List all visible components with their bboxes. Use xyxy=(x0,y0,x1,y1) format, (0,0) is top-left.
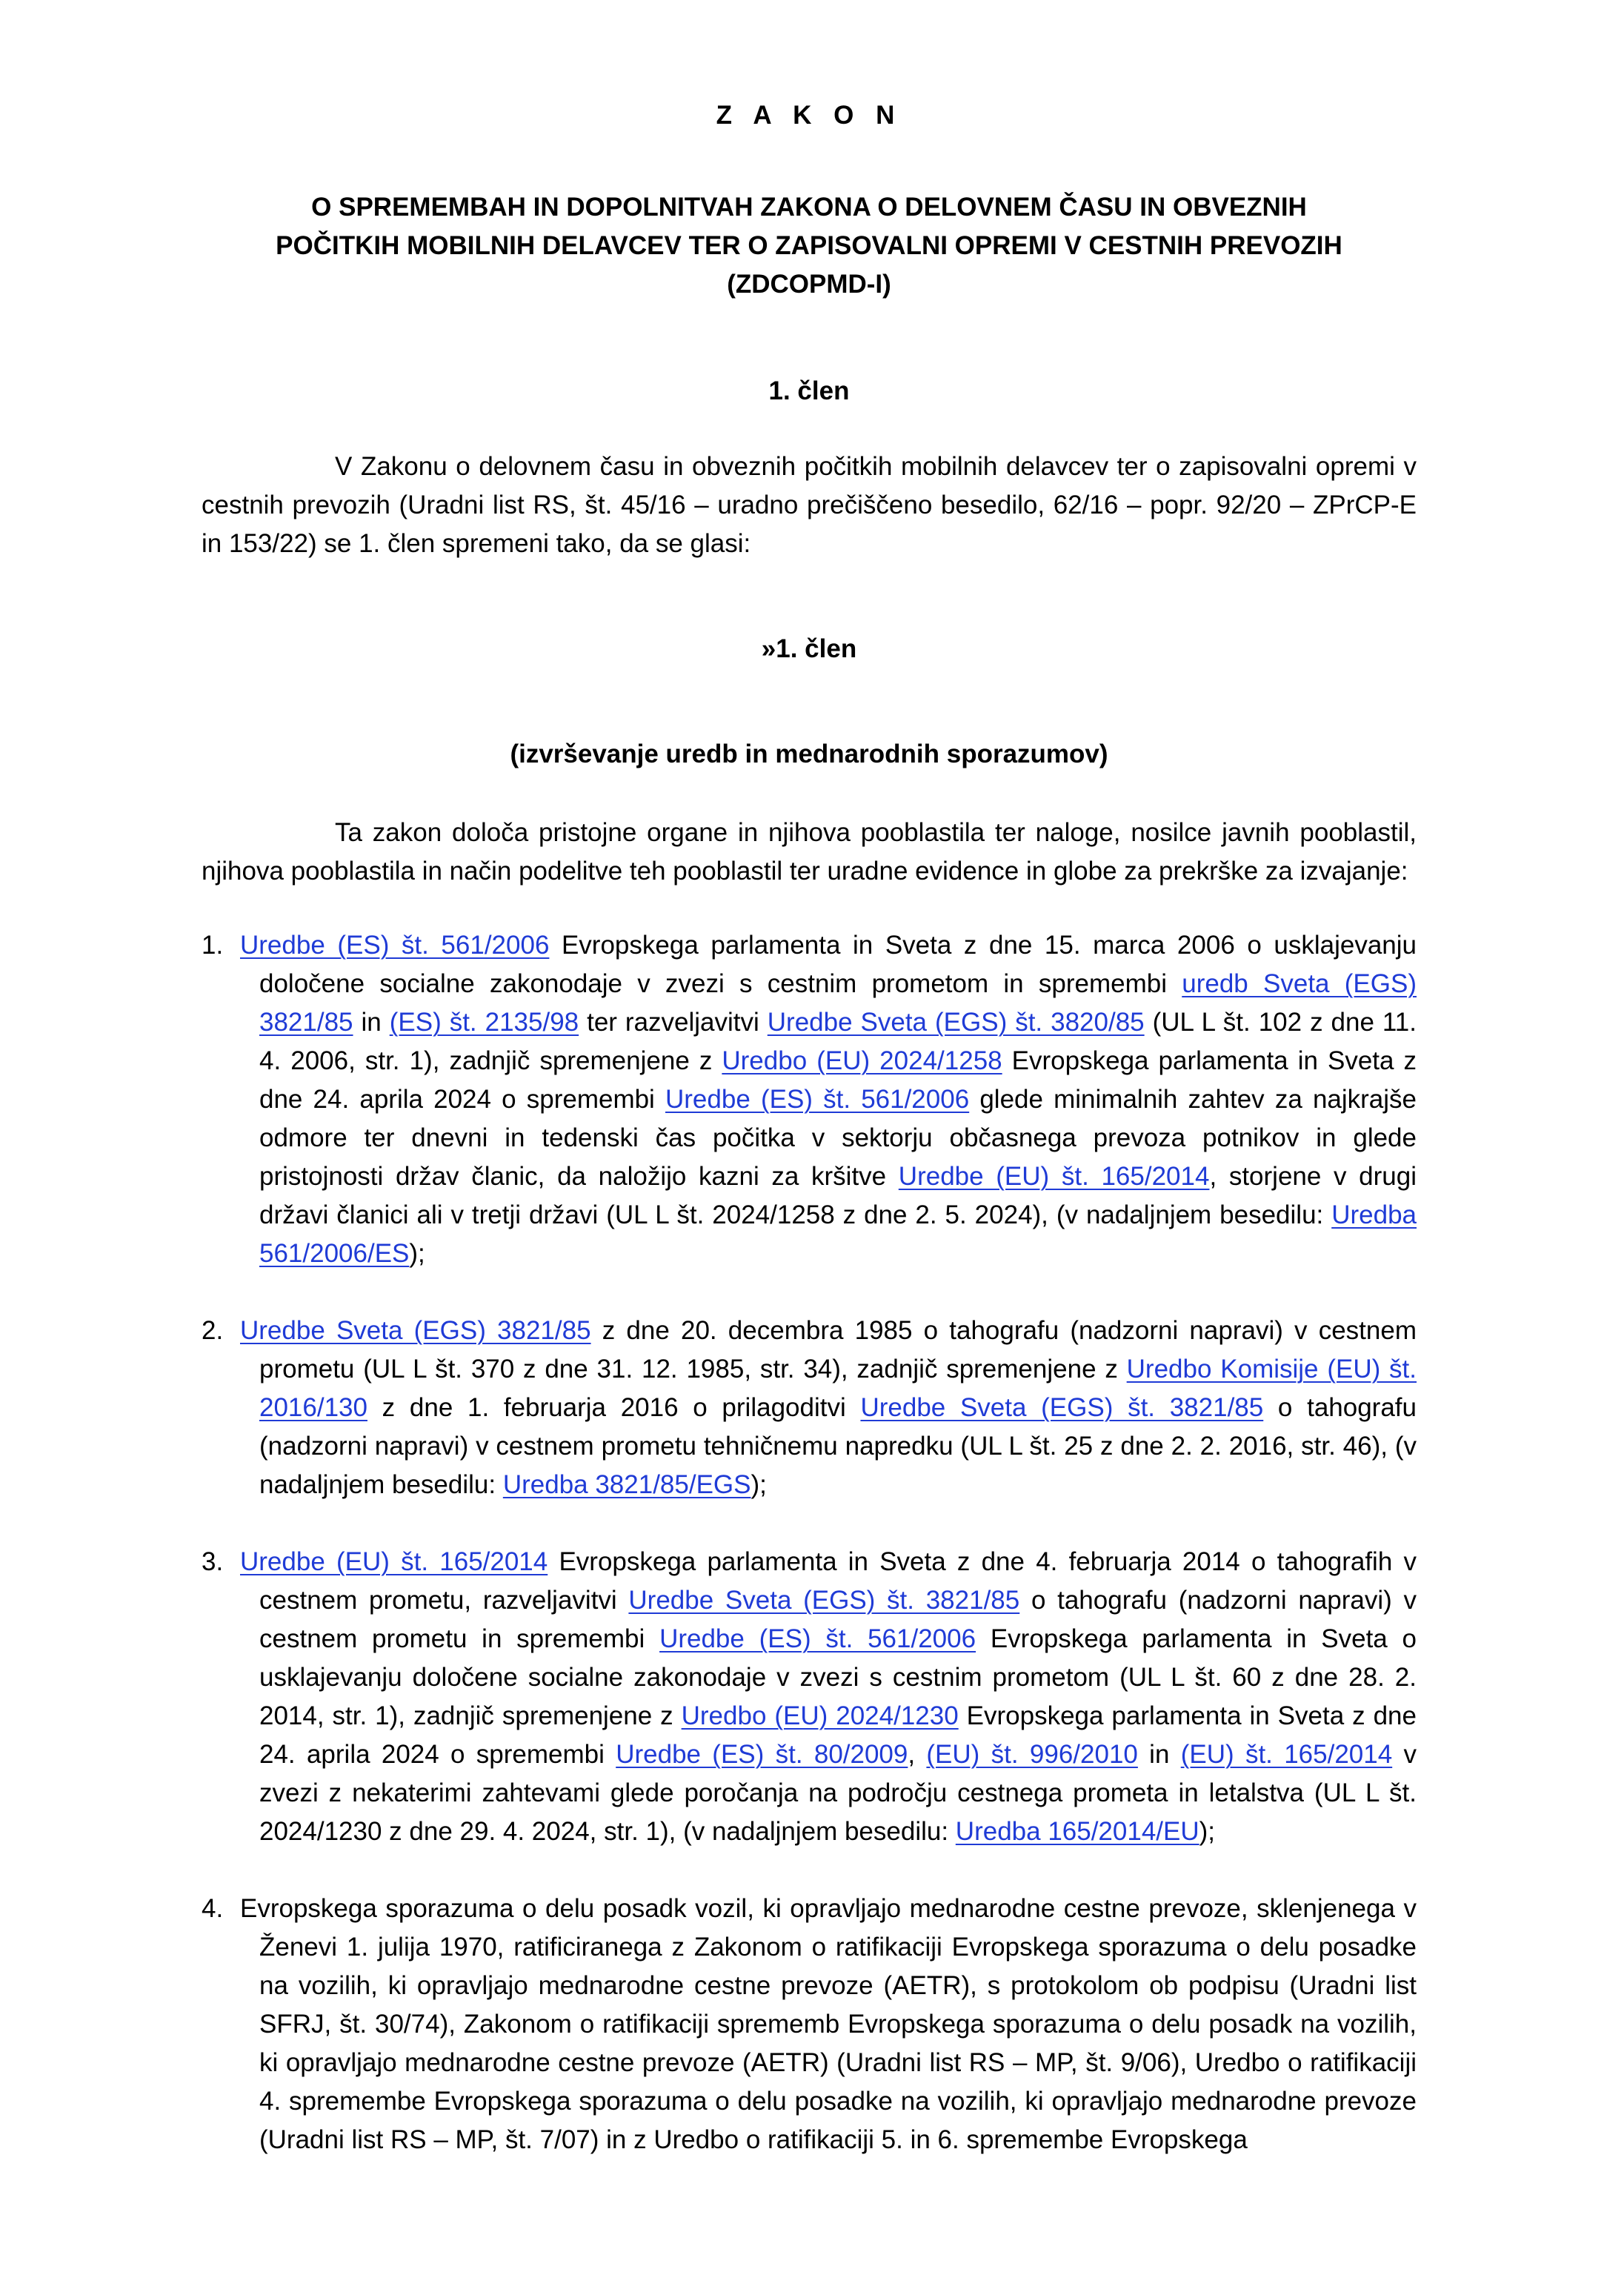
list-item xyxy=(202,1890,1417,2159)
law-title xyxy=(202,188,1417,304)
list-item-text: v zvezi z nekaterimi zahtevami glede poročanja na področju cestnega prometa in letalstva (UL L št. 2024/1230 z dne 29. 4. 2024, str. 1), (v nadaljnjem besedilu: xyxy=(259,1740,1417,1846)
list-item-text: Evropskega parlamenta in Sveta o usklajevanju določene socialne zakonodaje v zvezi s cestnim prometom (UL L št. 60 z dne 28. 2. 2014, str. 1), zadnjič spremenjene z xyxy=(259,1624,1417,1730)
list-item-text: Evropskega parlamenta in Sveta z dne 24. aprila 2024 o spremembi xyxy=(259,1046,1417,1114)
document-page xyxy=(202,74,1417,2159)
regulation-link[interactable]: Uredba 561/2006/ES xyxy=(259,1200,1417,1268)
regulation-link[interactable]: Uredba 165/2014/EU xyxy=(955,1817,1199,1846)
list-item-text: , xyxy=(908,1740,927,1769)
list-item-text: in xyxy=(353,1008,390,1037)
regulation-link[interactable]: Uredbe (ES) št. 561/2006 xyxy=(659,1624,976,1653)
regulation-link[interactable]: Uredbe (ES) št. 80/2009 xyxy=(616,1740,908,1769)
regulation-link[interactable]: uredb Sveta (EGS) 3821/85 xyxy=(259,969,1417,1037)
list-item-text: ter razveljavitvi xyxy=(579,1008,768,1037)
list-item-number: 3. xyxy=(202,1547,224,1576)
law-title-line: POČITKIH MOBILNIH DELAVCEV TER O ZAPISOVALNI OPREMI V CESTNIH PREVOZIH xyxy=(276,231,1342,260)
list-item-text: ); xyxy=(409,1239,425,1268)
list-item-text: in xyxy=(1137,1740,1181,1769)
list-item-text: Evropskega sporazuma o delu posadk vozil, ki opravljajo mednarodne cestne prevoze, sklenjenega v Ženevi 1. julija 1970, ratificiranega z Zakonom o ratifikaciji Evropskega sporazuma o delu posadke na vozilih, ki opravljajo mednarodne cestne prevoze (AETR), s protokolom ob podpisu (Uradni list SFRJ, št. 30/74), Zakonom o ratifikaciji sprememb Evropskega sporazuma o delu posadk na vozilih, ki opravljajo mednarodne cestne prevoze (AETR) (Uradni list RS – MP, št. 9/06), Uredbo o ratifikaciji 4. spremembe Evropskega sporazuma o delu posadke na vozilih, ki opravljajo mednarodne prevoze (Uradni list RS – MP, št. 7/07) in z Uredbo o ratifikaciji 5. in 6. spremembe Evropskega xyxy=(240,1894,1417,2154)
list-item-text: (UL L št. 102 z dne 11. 4. 2006, str. 1), zadnjič spremenjene z xyxy=(259,1008,1417,1075)
law-title-line: O SPREMEMBAH IN DOPOLNITVAH ZAKONA O DELOVNEM ČASU IN OBVEZNIH xyxy=(311,193,1307,222)
regulation-link[interactable]: Uredbo (EU) 2024/1258 xyxy=(722,1046,1002,1075)
list-item-number: 1. xyxy=(202,931,224,960)
intro-text: V Zakonu o delovnem času in obveznih počitkih mobilnih delavcev ter o zapisovalni opremi v cestnih prevozih (Uradni list RS, št. 45/16 – uradno prečiščeno besedilo, 62/16 – popr. 92/20 – ZPrCP-E in 153/22) se 1. člen spremeni tako, da se glasi: xyxy=(202,452,1417,558)
regulation-link[interactable]: Uredbe Sveta (EGS) 3821/85 xyxy=(240,1316,591,1345)
regulation-link[interactable]: Uredbe (EU) št. 165/2014 xyxy=(240,1547,548,1576)
list-item-number: 2. xyxy=(202,1316,224,1345)
intro-paragraph xyxy=(202,448,1417,563)
list-item xyxy=(202,1543,1417,1851)
regulation-link[interactable]: Uredbe Sveta (EGS) št. 3821/85 xyxy=(860,1393,1264,1422)
list-item-text: o tahografu (nadzorni napravi) v cestnem prometu in spremembi xyxy=(259,1586,1417,1653)
list-item-number: 4. xyxy=(202,1894,224,1923)
article-heading: 1. člen xyxy=(768,376,850,405)
regulation-link[interactable]: (EU) št. 996/2010 xyxy=(926,1740,1138,1769)
regulation-link[interactable]: (ES) št. 2135/98 xyxy=(389,1008,579,1037)
article-subtitle: (izvrševanje uredb in mednarodnih sporazumov) xyxy=(510,740,1108,768)
regulation-link[interactable]: Uredba 3821/85/EGS xyxy=(502,1470,751,1499)
body-text: Ta zakon določa pristojne organe in njihova pooblastila ter naloge, nosilce javnih pooblastil, njihova pooblastila in način podelitve teh pooblastil ter uradne evidence in globe za prekrške za izvajanje: xyxy=(202,818,1417,886)
list-item-text: ); xyxy=(751,1470,767,1499)
regulation-link[interactable]: Uredbe Sveta (EGS) št. 3821/85 xyxy=(628,1586,1020,1615)
list-item-text: glede minimalnih zahtev za najkrajše odmore ter dnevni in tedenski čas počitka v sektorju občasnega prevoza potnikov in glede pristojnosti držav članic, da naložijo kazni za kršitve xyxy=(259,1085,1417,1191)
list-item-text: ); xyxy=(1199,1817,1216,1846)
regulation-link[interactable]: Uredbo Komisije (EU) št. 2016/130 xyxy=(259,1355,1417,1422)
regulation-link[interactable]: Uredbe (ES) št. 561/2006 xyxy=(665,1085,970,1114)
list-item-text: z dne 20. decembra 1985 o tahografu (nadzorni napravi) v cestnem prometu (UL L št. 370 z dne 31. 12. 1985, str. 34), zadnjič spremenjene z xyxy=(259,1316,1417,1384)
list-item-text: z dne 1. februarja 2016 o prilagoditvi xyxy=(367,1393,861,1422)
list-item xyxy=(202,926,1417,1273)
law-title-abbreviation: (ZDCOPMD-I) xyxy=(727,270,891,299)
list-item-text: Evropskega parlamenta in Sveta z dne 4. februarja 2014 o tahografih v cestnem prometu, razveljavitvi xyxy=(259,1547,1417,1615)
regulation-link[interactable]: (EU) št. 165/2014 xyxy=(1180,1740,1393,1769)
regulation-link[interactable]: Uredbe (ES) št. 561/2006 xyxy=(240,931,550,960)
quoted-article-heading: »1. člen xyxy=(761,634,857,663)
list-item-text: , storjene v drugi državi članici ali v tretji državi (UL L št. 2024/1258 z dne 2. 5. 2024), (v nadaljnjem besedilu: xyxy=(259,1162,1417,1229)
body-paragraph xyxy=(202,814,1417,891)
regulation-link[interactable]: Uredbe (EU) št. 165/2014 xyxy=(898,1162,1210,1191)
list-item-text: o tahografu (nadzorni napravi) v cestnem prometu tehničnemu napredku (UL L št. 25 z dne 2. 2. 2016, str. 46), (v nadaljnjem besedilu: xyxy=(259,1393,1417,1499)
regulation-link[interactable]: Uredbe Sveta (EGS) št. 3820/85 xyxy=(767,1008,1145,1037)
list-item-text: Evropskega parlamenta in Sveta z dne 15. marca 2006 o usklajevanju določene socialne zakonodaje v zvezi s cestnim prometom in spremembi xyxy=(259,931,1417,998)
list-item-text: Evropskega parlamenta in Sveta z dne 24. aprila 2024 o spremembi xyxy=(259,1701,1417,1769)
regulation-list xyxy=(202,926,1417,2159)
list-item xyxy=(202,1312,1417,1504)
regulation-link[interactable]: Uredbo (EU) 2024/1230 xyxy=(681,1701,959,1730)
document-type-heading: Z A K O N xyxy=(716,101,902,130)
